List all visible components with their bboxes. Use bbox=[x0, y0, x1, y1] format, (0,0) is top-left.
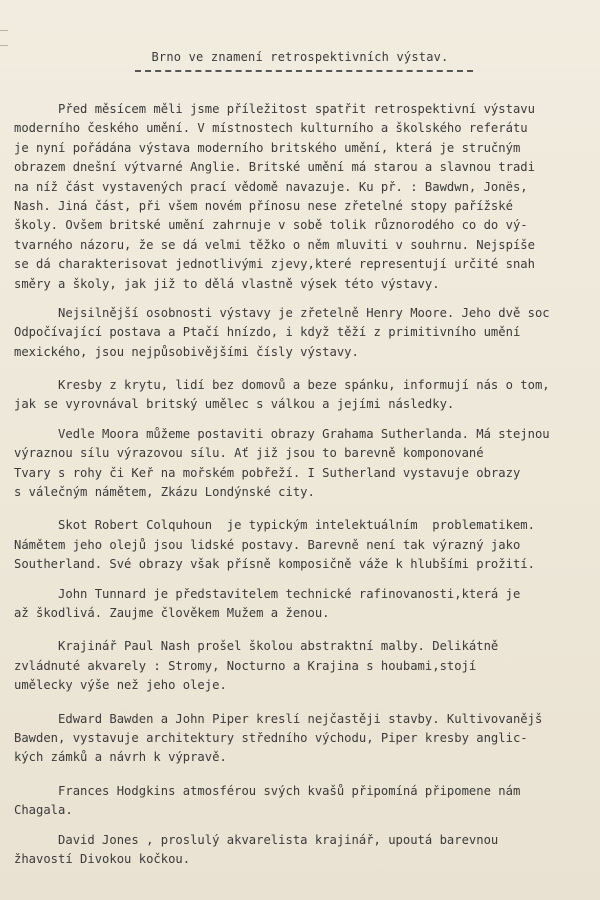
text-line: tvarného názoru, že se dá velmi těžko o něm mluviti v souhrnu. Nejspíše bbox=[14, 237, 535, 252]
paragraph-gap bbox=[14, 575, 598, 585]
text-line: Nash. Jiná část, při všem novém přínosu nese zřetelné stopy pařížské bbox=[14, 198, 513, 213]
text-line: zvládnuté akvarely : Stromy, Nocturno a Krajina s houbami,stojí bbox=[14, 658, 477, 673]
text-line: moderního českého umění. V místnostech kulturního a školského referátu bbox=[14, 121, 528, 136]
paragraph-gap bbox=[14, 502, 598, 516]
text-line: jak se vyrovnával britský umělec s válkou a jejími následky. bbox=[14, 397, 455, 412]
text-line: Tvary s rohy či Keř na mořském pobřeží. I Sutherland vystavuje obrazy bbox=[14, 465, 521, 480]
text-line: kých zámků a návrh k výpravě. bbox=[14, 750, 227, 765]
text-line: výraznou sílu výrazovou sílu. Ať již jsou to barevně komponované bbox=[14, 446, 484, 461]
text-line: Námětem jeho olejů jsou lidské postavy. Barevně není tak výrazný jako bbox=[14, 537, 521, 552]
text-line: Nejsilnější osobnosti výstavy je zřetelně Henry Moore. Jeho dvě soc bbox=[14, 305, 550, 320]
text-line: Frances Hodgkins atmosférou svých kvašů připomíná připomene nám bbox=[14, 783, 521, 798]
text-line: žhavostí Divokou kočkou. bbox=[14, 851, 191, 866]
paragraph bbox=[14, 516, 598, 574]
paragraph bbox=[14, 831, 598, 870]
text-line: Odpočívající postava a Ptačí hnízdo, i když těží z primitivního umění bbox=[14, 325, 521, 340]
title-underline bbox=[135, 70, 473, 72]
text-line: umělecky výše než jeho oleje. bbox=[14, 678, 227, 693]
paragraph bbox=[14, 100, 598, 294]
text-line: Před měsícem měli jsme příležitost spatřit retrospektivní výstavu bbox=[14, 102, 535, 116]
text-line: se dá charakterisovat jednotlivými zjevy,které representují určité snah bbox=[14, 257, 535, 272]
text-line: s válečným námětem, Zkázu Londýnské city. bbox=[14, 485, 315, 500]
paragraph-gap bbox=[14, 696, 598, 710]
paragraph-gap bbox=[14, 415, 598, 425]
paragraph-gap bbox=[14, 768, 598, 782]
paragraph bbox=[14, 782, 598, 821]
text-line: směry a školy, jak již to dělá vlastně výsek této výstavy. bbox=[14, 276, 440, 291]
text-line: na níž část vystavených prací vědomě navazuje. Ku př. : Bawdwn, Jonës, bbox=[14, 179, 528, 194]
paragraph bbox=[14, 637, 598, 695]
text-line: mexického, jsou nejpůsobivějšími čísly výstavy. bbox=[14, 344, 359, 359]
text-line: John Tunnard je představitelem technické rafinovanosti,která je bbox=[14, 586, 521, 601]
text-line: Southerland. Své obrazy však přísně komposičně váže k hlubšími prožití. bbox=[14, 557, 535, 572]
paragraph bbox=[14, 304, 598, 362]
text-line: je nyní pořádána výstava moderního britského umění, která je stručným bbox=[14, 140, 521, 155]
text-line: Chagala. bbox=[14, 803, 73, 818]
page-edge-mark bbox=[0, 30, 8, 46]
text-line: až škodlivá. Zaujme člověkem Mužem a ženou. bbox=[14, 605, 330, 620]
paragraph bbox=[14, 425, 598, 503]
paragraph bbox=[14, 376, 598, 415]
text-line: Bawden, vystavuje architektury středního východu, Piper kresby anglic- bbox=[14, 730, 528, 745]
text-line: Edward Bawden a John Piper kreslí nejčastěji stavby. Kultivovanějš bbox=[14, 711, 543, 726]
paragraph bbox=[14, 710, 598, 768]
text-line: obrazem dnešní výtvarné Anglie. Britské umění má starou a slavnou tradi bbox=[14, 160, 535, 175]
document-body bbox=[14, 100, 598, 869]
text-line: školy. Ovšem britské umění zahrnuje v sobě tolik různorodého co do vý- bbox=[14, 218, 528, 233]
text-line: Vedle Moora můžeme postaviti obrazy Grahama Sutherlanda. Má stejnou bbox=[14, 426, 550, 441]
paragraph-gap bbox=[14, 623, 598, 637]
paragraph-gap bbox=[14, 362, 598, 376]
paragraph bbox=[14, 585, 598, 624]
text-line: Skot Robert Colquhoun je typickým intelektuálním problematikem. bbox=[14, 518, 535, 533]
document-title: Brno ve znamení retrospektivních výstav. bbox=[151, 50, 449, 64]
text-line: David Jones , proslulý akvarelista krajinář, upoutá barevnou bbox=[14, 832, 499, 847]
paragraph-gap bbox=[14, 294, 598, 304]
paragraph-gap bbox=[14, 821, 598, 831]
text-line: Krajinář Paul Nash prošel školou abstraktní malby. Delikátně bbox=[14, 639, 499, 654]
text-line: Kresby z krytu, lidí bez domovů a beze spánku, informují nás o tom, bbox=[14, 378, 550, 393]
